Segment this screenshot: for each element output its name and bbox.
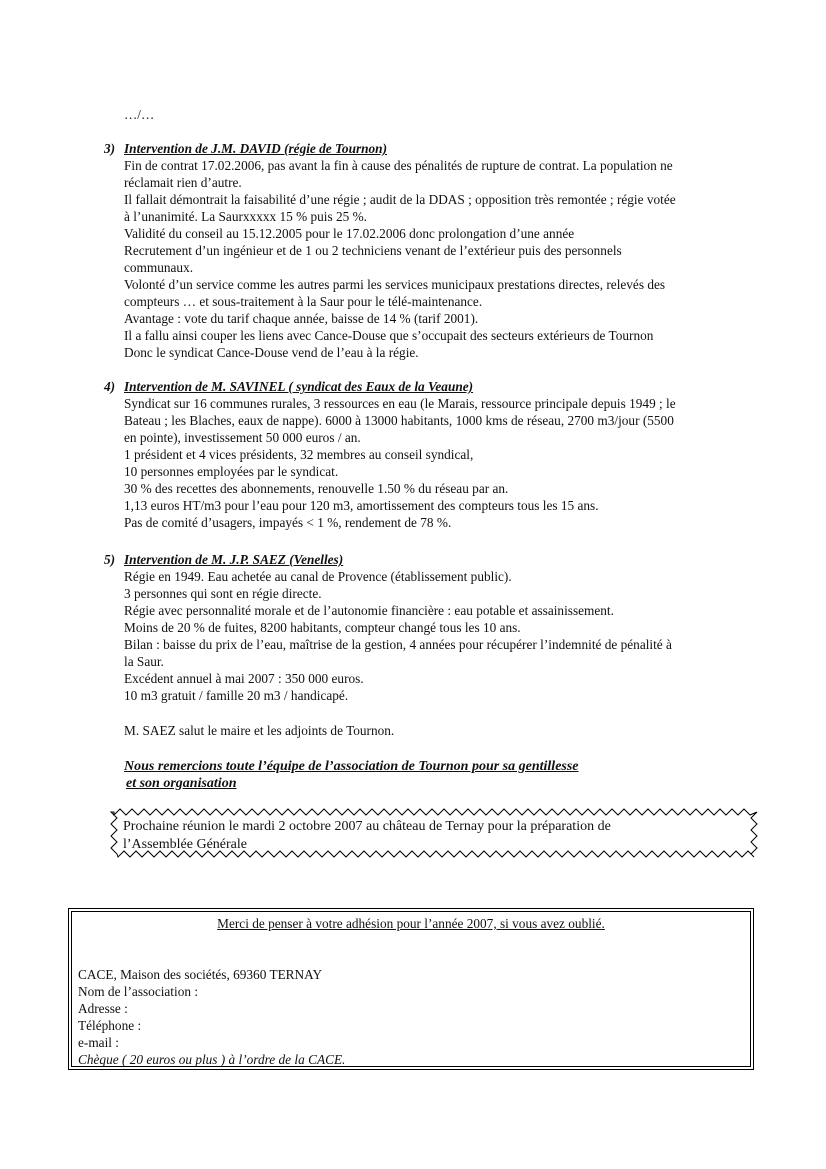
thanks-message bbox=[124, 758, 684, 792]
body-line: Recrutement d’un ingénieur et de 1 ou 2 techniciens venant de l’extérieur puis des personnels bbox=[124, 243, 622, 258]
body-line: Avantage : vote du tarif chaque année, baisse de 14 % (tarif 2001). bbox=[124, 311, 479, 326]
notice-line: Prochaine réunion le mardi 2 octobre 2007 au château de Ternay pour la préparation de bbox=[123, 819, 611, 834]
body-line: 1 président et 4 vices présidents, 32 membres au conseil syndical, bbox=[124, 447, 474, 462]
section-david bbox=[0, 140, 826, 361]
section-savinel bbox=[0, 378, 826, 531]
notice-line: l’Assemblée Générale bbox=[123, 837, 247, 852]
body-line: 10 m3 gratuit / famille 20 m3 / handicapé. bbox=[124, 688, 349, 703]
body-line: Validité du conseil au 15.12.2005 pour le 17.02.2006 donc prolongation d’une année bbox=[124, 226, 575, 241]
signoff-text: M. SAEZ salut le maire et les adjoints de Tournon. bbox=[124, 723, 395, 738]
cheque-note: Chèque ( 20 euros ou plus ) à l’ordre de la CACE. bbox=[78, 1052, 346, 1067]
body-line: Volonté d’un service comme les autres parmi les services municipaux prestations directes, relevés des bbox=[124, 277, 666, 292]
body-line: Pas de comité d’usagers, impayés < 1 %, rendement de 78 %. bbox=[124, 515, 452, 530]
body-line: à l’unanimité. La Saurxxxxx 15 % puis 25 %. bbox=[124, 209, 367, 224]
body-line: Bateau ; les Blaches, eaux de nappe). 6000 à 13000 habitants, 1000 kms de réseau, 2700 m3/jour (5500 bbox=[124, 413, 674, 428]
section-body bbox=[124, 157, 749, 361]
field-phone-label: Téléphone : bbox=[78, 1018, 142, 1033]
body-line: 1,13 euros HT/m3 pour l’eau pour 120 m3, amortissement des compteurs tous les 15 ans. bbox=[124, 498, 599, 513]
body-line: Bilan : baisse du prix de l’eau, maîtrise de la gestion, 4 années pour récupérer l’indemnité de pénalité à bbox=[124, 637, 672, 652]
next-meeting-notice bbox=[110, 808, 758, 858]
membership-form bbox=[68, 908, 754, 1070]
body-line: Excédent annuel à mai 2007 : 350 000 euros. bbox=[124, 671, 364, 686]
field-address-label: Adresse : bbox=[78, 1001, 128, 1016]
section-saez bbox=[0, 551, 826, 704]
body-line: Il a fallu ainsi couper les liens avec Cance-Douse que s’occupait des secteurs extérieurs de Tournon bbox=[124, 328, 654, 343]
body-line: en pointe), investissement 50 000 euros / an. bbox=[124, 430, 361, 445]
section-title: Intervention de M. SAVINEL ( syndicat des Eaux de la Veaune) bbox=[124, 379, 474, 394]
body-line: compteurs … et sous-traitement à la Saur pour le télé-maintenance. bbox=[124, 294, 483, 309]
body-line: 10 personnes employées par le syndicat. bbox=[124, 464, 339, 479]
body-line: Donc le syndicat Cance-Douse vend de l’eau à la régie. bbox=[124, 345, 419, 360]
section-number: 3) bbox=[104, 141, 116, 156]
section-title: Intervention de J.M. DAVID (régie de Tournon) bbox=[124, 141, 388, 156]
section-number: 5) bbox=[104, 552, 116, 567]
thanks-line: Nous remercions toute l’équipe de l’association de Tournon pour sa gentillesse bbox=[124, 759, 579, 774]
body-line: Régie en 1949. Eau achetée au canal de Provence (établissement public). bbox=[124, 569, 512, 584]
body-line: la Saur. bbox=[124, 654, 164, 669]
body-line: réclamait rien d’autre. bbox=[124, 175, 242, 190]
body-line: Moins de 20 % de fuites, 8200 habitants, compteur changé tous les 10 ans. bbox=[124, 620, 521, 635]
section-body bbox=[124, 568, 749, 704]
body-line: 3 personnes qui sont en régie directe. bbox=[124, 586, 322, 601]
continuation-mark: …/… bbox=[124, 107, 155, 122]
membership-fields bbox=[78, 966, 345, 1068]
section-number: 4) bbox=[104, 379, 116, 394]
body-line: 30 % des recettes des abonnements, renouvelle 1.50 % du réseau par an. bbox=[124, 481, 509, 496]
body-line: Syndicat sur 16 communes rurales, 3 ressources en eau (le Marais, ressource principale depuis 1949 ; le bbox=[124, 396, 676, 411]
thanks-line: et son organisation bbox=[126, 776, 237, 791]
membership-address: CACE, Maison des sociétés, 69360 TERNAY bbox=[78, 967, 323, 982]
field-association-label: Nom de l’association : bbox=[78, 984, 199, 999]
notice-text bbox=[123, 818, 743, 854]
section-body bbox=[124, 395, 749, 531]
body-line: Il fallait démontrait la faisabilité d’une régie ; audit de la DDAS ; opposition très remontée ; régie votée bbox=[124, 192, 676, 207]
field-email-label: e-mail : bbox=[78, 1035, 119, 1050]
body-line: Fin de contrat 17.02.2006, pas avant la fin à cause des pénalités de rupture de contrat. La population ne bbox=[124, 158, 673, 173]
body-line: Régie avec personnalité morale et de l’autonomie financière : eau potable et assainissement. bbox=[124, 603, 614, 618]
section-title: Intervention de M. J.P. SAEZ (Venelles) bbox=[124, 552, 344, 567]
membership-title: Merci de penser à votre adhésion pour l’année 2007, si vous avez oublié. bbox=[217, 916, 605, 931]
body-line: communaux. bbox=[124, 260, 194, 275]
